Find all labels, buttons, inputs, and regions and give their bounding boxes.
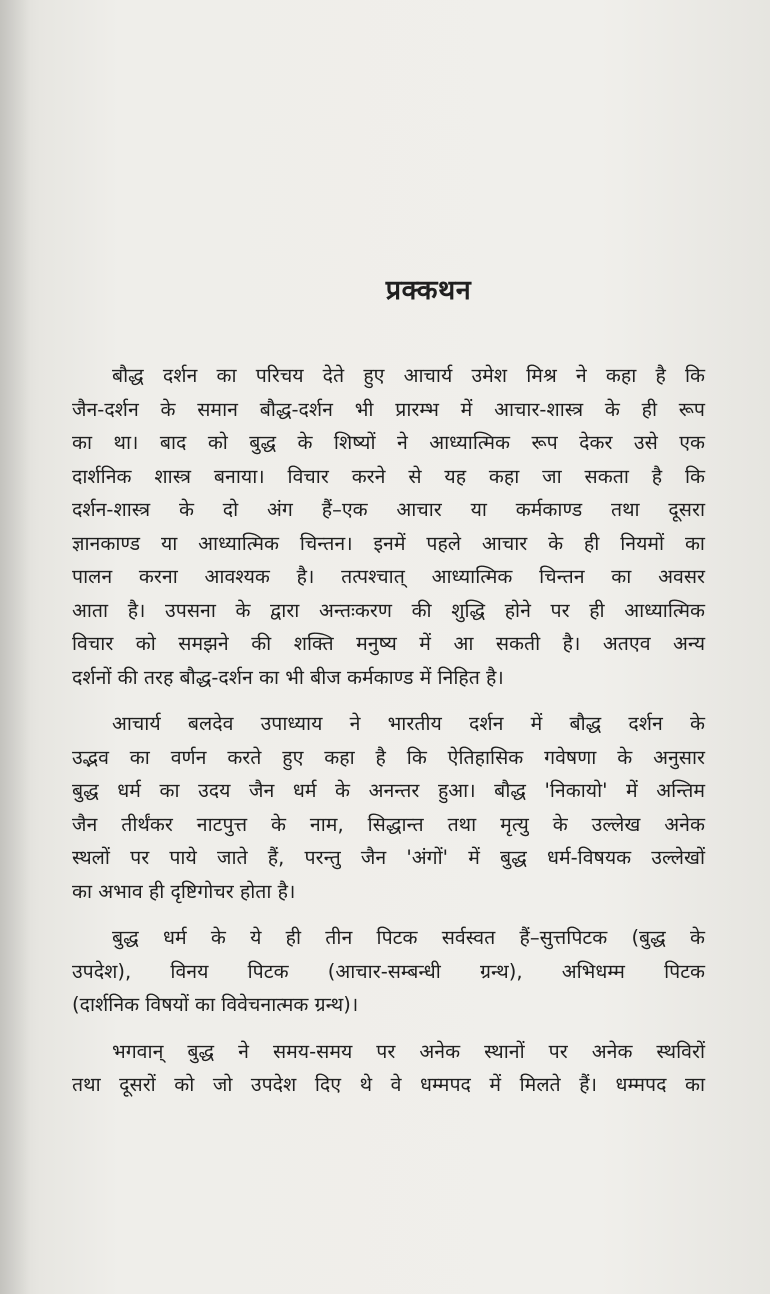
paragraph-line: दर्शन-शास्त्र के दो अंग हैं–एक आचार या कर्मकाण्ड तथा दूसरा bbox=[72, 498, 705, 521]
paragraph-line: ज्ञानकाण्ड या आध्यात्मिक चिन्तन। इनमें पहले आचार के ही नियमों का bbox=[72, 531, 705, 555]
paragraph-line: आचार्य बलदेव उपाध्याय ने भारतीय दर्शन में बौद्ध दर्शन के bbox=[112, 712, 705, 735]
page-spine-shadow bbox=[0, 0, 30, 1294]
paragraph-line: बौद्ध दर्शन का परिचय देते हुए आचार्य उमेश मिश्र ने कहा है कि bbox=[112, 364, 705, 387]
page-content bbox=[72, 270, 705, 1115]
paragraph-1 bbox=[72, 359, 705, 694]
paragraph-line: तथा दूसरों को जो उपदेश दिए थे वे धम्मपद में मिलते हैं। धम्मपद का bbox=[72, 1073, 705, 1096]
paragraph-line: जैन-दर्शन के समान बौद्ध-दर्शन भी प्रारम्भ में आचार-शास्त्र के ही रूप bbox=[72, 397, 705, 421]
paragraph-line: जैन तीर्थंकर नाटपुत्त के नाम, सिद्धान्त तथा मृत्यु के उल्लेख अनेक bbox=[72, 812, 705, 836]
paragraph-line: बुद्ध धर्म के ये ही तीन पिटक सर्वस्वत हैं–सुत्तपिटक (बुद्ध के bbox=[112, 926, 705, 949]
paragraph-line: बुद्ध धर्म का उदय जैन धर्म के अनन्तर हुआ। बौद्ध 'निकायो' में अन्तिम bbox=[72, 779, 705, 802]
paragraph-line: दर्शनों की तरह बौद्ध-दर्शन का भी बीज कर्मकाण्ड में निहित है। bbox=[72, 665, 504, 689]
paragraph-line: भगवान् बुद्ध ने समय-समय पर अनेक स्थानों पर अनेक स्थविरों bbox=[112, 1039, 705, 1063]
paragraph-line: उपदेश), विनय पिटक (आचार-सम्बन्धी ग्रन्थ), अभिधम्म पिटक bbox=[72, 959, 705, 983]
paragraph-line: का था। बाद को बुद्ध के शिष्यों ने आध्यात्मिक रूप देकर उसे एक bbox=[72, 431, 705, 454]
paragraph-line: (दार्शनिक विषयों का विवेचनात्मक ग्रन्थ)। bbox=[72, 993, 359, 1016]
paragraph-2 bbox=[72, 707, 705, 908]
paragraph-line: विचार को समझने की शक्ति मनुष्य में आ सकती है। अतएव अन्य bbox=[72, 632, 705, 655]
paragraph-4 bbox=[72, 1035, 705, 1102]
paragraph-line: स्थलों पर पाये जाते हैं, परन्तु जैन 'अंगों' में बुद्ध धर्म-विषयक उल्लेखों bbox=[72, 846, 705, 869]
paragraph-3 bbox=[72, 921, 705, 1022]
paragraph-line: आता है। उपसना के द्वारा अन्तःकरण की शुद्धि होने पर ही आध्यात्मिक bbox=[72, 598, 705, 622]
page-heading: प्रक्कथन bbox=[385, 275, 472, 306]
paragraph-line: का अभाव ही दृष्टिगोचर होता है। bbox=[72, 879, 296, 903]
paragraph-line: दार्शनिक शास्त्र बनाया। विचार करने से यह कहा जा सकता है कि bbox=[72, 464, 705, 488]
paragraph-line: पालन करना आवश्यक है। तत्पश्चात् आध्यात्मिक चिन्तन का अवसर bbox=[72, 565, 705, 588]
paragraph-line: उद्भव का वर्णन करते हुए कहा है कि ऐतिहासिक गवेषणा के अनुसार bbox=[72, 745, 705, 769]
